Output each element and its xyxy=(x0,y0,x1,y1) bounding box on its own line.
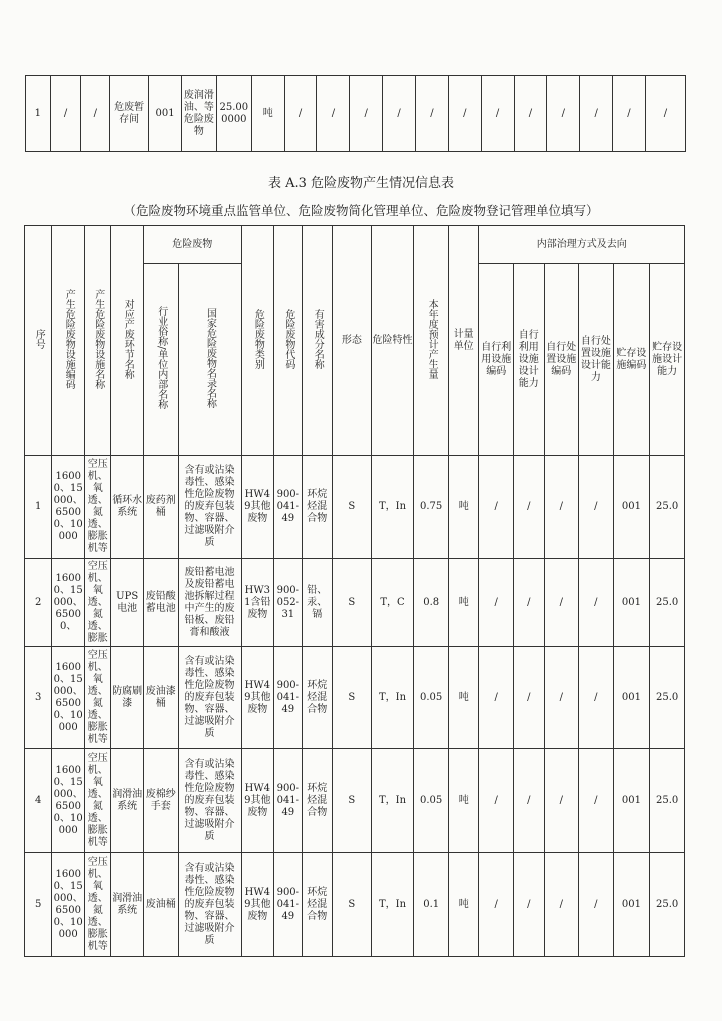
cell-property: T，In xyxy=(371,853,414,957)
header-storage-cap: 贮存设施设计能力 xyxy=(650,264,685,456)
table-title: 表 A.3 危险废物产生情况信息表 xyxy=(267,176,455,191)
cell-code: 900-041-49 xyxy=(274,456,302,559)
cell-form: S xyxy=(333,647,372,749)
cell-national-name: 含有或沾染毒性、感染性危险废物的废弃包装物、容器、过滤吸附介质 xyxy=(178,456,241,559)
cell-seq: 1 xyxy=(25,456,52,559)
cell-self-dispose-code: / xyxy=(544,647,579,749)
header-hazardous-waste: 危险废物 xyxy=(143,226,241,264)
cell-self-use-code: / xyxy=(479,456,514,559)
cell-annual-amount: 0.75 xyxy=(414,456,449,559)
cell-code: 900-041-49 xyxy=(274,647,302,749)
cell-category: HW49其他废物 xyxy=(241,853,274,957)
header-facility-code: 产生危险废物设施编码 xyxy=(52,226,85,456)
cell-code: 900-041-49 xyxy=(274,853,302,957)
cell-form: S xyxy=(333,853,372,957)
cell-category: HW49其他废物 xyxy=(241,456,274,559)
header-components: 有害成分名称 xyxy=(302,226,333,456)
cell-self-dispose-cap: / xyxy=(579,647,614,749)
cell-storage-code: 001 xyxy=(613,749,650,853)
cell-storage-cap: 25.0 xyxy=(650,749,685,853)
cell-national-name: 含有或沾染毒性、感染性危险废物的废弃包装物、容器、过滤吸附介质 xyxy=(178,647,241,749)
header-self-use-code: 自行利用设施编码 xyxy=(479,264,514,456)
header-process: 对应产废环节名称 xyxy=(111,226,144,456)
cell-industry-name: 废铅酸蓄电池 xyxy=(143,559,178,647)
cell-storage-code: 001 xyxy=(613,559,650,647)
cell-unit: 吨 xyxy=(448,647,479,749)
header-self-dispose-code: 自行处置设施编码 xyxy=(544,264,579,456)
cell-components: 铅、汞、镉 xyxy=(302,559,333,647)
cell-process: UPS电池 xyxy=(111,559,144,647)
header-annual-amount: 本年度预计产生量 xyxy=(414,226,449,456)
cell-self-use-cap: / xyxy=(514,749,545,853)
cell-code: 900-041-49 xyxy=(274,749,302,853)
cell-self-use-code: / xyxy=(479,559,514,647)
header-seq: 序号 xyxy=(25,226,52,456)
cell-unit: 吨 xyxy=(448,559,479,647)
table-row xyxy=(25,749,685,853)
cell-components: 环烷烃混合物 xyxy=(302,853,333,957)
header-self-dispose-cap: 自行处置设施设计能力 xyxy=(579,264,614,456)
cell-category: HW49其他废物 xyxy=(241,749,274,853)
cell-process: 防腐刷漆 xyxy=(111,647,144,749)
cell-industry-name: 废油桶 xyxy=(143,853,178,957)
cell: / xyxy=(613,76,646,152)
cell-form: S xyxy=(333,559,372,647)
table-subtitle: （危险废物环境重点监管单位、危险废物简化管理单位、危险废物登记管理单位填写） xyxy=(123,203,599,218)
cell-process: 润滑油系统 xyxy=(111,749,144,853)
cell-self-dispose-code: / xyxy=(544,749,579,853)
cell-components: 环烷烃混合物 xyxy=(302,456,333,559)
cell-self-dispose-cap: / xyxy=(579,853,614,957)
header-national-name: 国家危险废物名录名称 xyxy=(178,264,241,456)
cell-self-use-cap: / xyxy=(514,647,545,749)
cell-process: 循环水系统 xyxy=(111,456,144,559)
cell-self-dispose-code: / xyxy=(544,456,579,559)
cell: 废润滑油、等危险废物 xyxy=(181,76,216,152)
cell-facility-code: 16000、15000、65000、10000 xyxy=(52,853,85,957)
cell-facility-name: 空压机、氧透、氮透、膨胀机等 xyxy=(84,853,110,957)
cell: / xyxy=(50,76,81,152)
cell-facility-code: 16000、15000、65000、10000 xyxy=(52,456,85,559)
cell-form: S xyxy=(333,749,372,853)
cell-components: 环烷烃混合物 xyxy=(302,647,333,749)
cell-storage-code: 001 xyxy=(613,647,650,749)
cell: / xyxy=(481,76,514,152)
cell: 1 xyxy=(26,76,51,152)
table-row xyxy=(25,853,685,957)
cell-property: T，In xyxy=(371,647,414,749)
cell-annual-amount: 0.05 xyxy=(414,749,449,853)
cell-annual-amount: 0.1 xyxy=(414,853,449,957)
cell-unit: 吨 xyxy=(448,749,479,853)
header-unit: 计量单位 xyxy=(448,226,479,456)
cell-self-dispose-cap: / xyxy=(579,749,614,853)
cell: / xyxy=(284,76,317,152)
cell-self-dispose-cap: / xyxy=(579,559,614,647)
cell-storage-code: 001 xyxy=(613,456,650,559)
cell-components: 环烷烃混合物 xyxy=(302,749,333,853)
cell-self-dispose-cap: / xyxy=(579,456,614,559)
cell-industry-name: 废药剂桶 xyxy=(143,456,178,559)
cell: / xyxy=(317,76,350,152)
header-row xyxy=(25,226,685,264)
header-internal: 内部治理方式及去向 xyxy=(479,226,685,264)
cell-storage-cap: 25.0 xyxy=(650,647,685,749)
cell-self-use-cap: / xyxy=(514,559,545,647)
cell-industry-name: 废棉纱手套 xyxy=(143,749,178,853)
header-facility-name: 产生危险废物设施名称 xyxy=(84,226,110,456)
cell-facility-name: 空压机、氧透、氮透、膨胀 xyxy=(84,559,110,647)
cell: 危废暂存间 xyxy=(110,76,149,152)
header-code: 危险废物代码 xyxy=(274,226,302,456)
cell-category: HW31含铅废物 xyxy=(241,559,274,647)
cell-self-use-code: / xyxy=(479,749,514,853)
cell-seq: 4 xyxy=(25,749,52,853)
header-self-use-cap: 自行利用设施设计能力 xyxy=(514,264,545,456)
cell-storage-cap: 25.0 xyxy=(650,456,685,559)
cell: / xyxy=(547,76,580,152)
header-form: 形态 xyxy=(333,226,372,456)
cell-storage-cap: 25.0 xyxy=(650,853,685,957)
cell: 001 xyxy=(149,76,182,152)
cell-seq: 5 xyxy=(25,853,52,957)
cell: / xyxy=(415,76,448,152)
cell: / xyxy=(514,76,547,152)
cell-national-name: 废铅蓄电池及废铅蓄电池拆解过程中产生的废铅板、废铅膏和酸液 xyxy=(178,559,241,647)
cell: / xyxy=(448,76,481,152)
cell: / xyxy=(350,76,383,152)
cell-facility-name: 空压机、氧透、氮透、膨胀机等 xyxy=(84,647,110,749)
table-row xyxy=(25,456,685,559)
cell-property: T，In xyxy=(371,456,414,559)
cell-self-use-code: / xyxy=(479,853,514,957)
cell-property: T，In xyxy=(371,749,414,853)
cell-annual-amount: 0.05 xyxy=(414,647,449,749)
cell: / xyxy=(383,76,416,152)
cell-national-name: 含有或沾染毒性、感染性危险废物的废弃包装物、容器、过滤吸附介质 xyxy=(178,749,241,853)
cell-seq: 3 xyxy=(25,647,52,749)
cell-self-dispose-code: / xyxy=(544,559,579,647)
cell-facility-code: 16000、15000、65000、10000 xyxy=(52,647,85,749)
cell-form: S xyxy=(333,456,372,559)
header-property: 危险特性 xyxy=(371,226,414,456)
header-category: 危险废物类别 xyxy=(241,226,274,456)
cell-unit: 吨 xyxy=(448,456,479,559)
previous-table-last-row xyxy=(25,75,686,152)
cell-facility-name: 空压机、氧透、氮透、膨胀机等 xyxy=(84,749,110,853)
cell: 25.000000 xyxy=(216,76,251,152)
table-row xyxy=(25,647,685,749)
cell-property: T，C xyxy=(371,559,414,647)
cell-self-use-code: / xyxy=(479,647,514,749)
cell-category: HW49其他废物 xyxy=(241,647,274,749)
cell: / xyxy=(645,76,685,152)
cell-seq: 2 xyxy=(25,559,52,647)
cell-self-use-cap: / xyxy=(514,456,545,559)
cell-facility-name: 空压机、氧透、氮透、膨胀机等 xyxy=(84,456,110,559)
cell-code: 900-052-31 xyxy=(274,559,302,647)
cell-unit: 吨 xyxy=(448,853,479,957)
cell: / xyxy=(81,76,110,152)
cell-self-use-cap: / xyxy=(514,853,545,957)
hazardous-waste-table xyxy=(24,225,685,957)
cell: / xyxy=(580,76,613,152)
cell-storage-code: 001 xyxy=(613,853,650,957)
cell-national-name: 含有或沾染毒性、感染性危险废物的废弃包装物、容器、过滤吸附介质 xyxy=(178,853,241,957)
cell: 吨 xyxy=(251,76,284,152)
table-row xyxy=(26,76,686,152)
cell-industry-name: 废油漆桶 xyxy=(143,647,178,749)
cell-facility-code: 16000、15000、65000、10000 xyxy=(52,749,85,853)
header-industry-name: 行业俗称/单位内部名称 xyxy=(143,264,178,456)
cell-process: 润滑油系统 xyxy=(111,853,144,957)
cell-annual-amount: 0.8 xyxy=(414,559,449,647)
table-row xyxy=(25,559,685,647)
cell-storage-cap: 25.0 xyxy=(650,559,685,647)
header-storage-code: 贮存设施编码 xyxy=(613,264,650,456)
cell-facility-code: 16000、15000、65000、 xyxy=(52,559,85,647)
cell-self-dispose-code: / xyxy=(544,853,579,957)
